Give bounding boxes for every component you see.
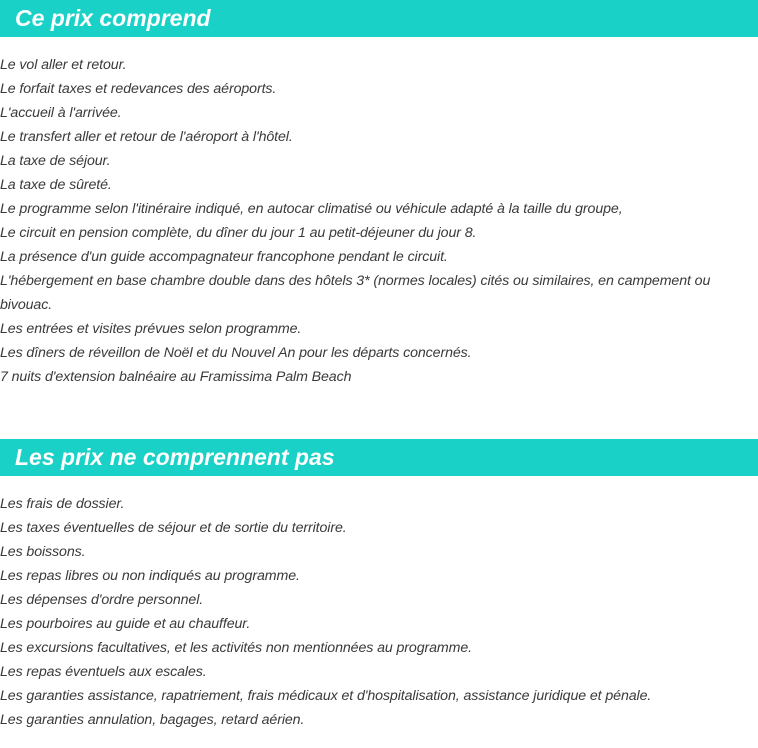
section-title: Les prix ne comprennent pas (15, 444, 335, 470)
list-item: L'hébergement en base chambre double dans des hôtels 3* (normes locales) cités ou similaires, en campement ou bivouac. (0, 273, 711, 313)
section-title: Ce prix comprend (15, 5, 211, 31)
list-item: Les excursions facultatives, et les activités non mentionnées au programme. (0, 640, 472, 656)
list-item: Les garanties annulation, bagages, retard aérien. (0, 712, 305, 728)
list-item: Les boissons. (0, 544, 86, 560)
list-item: La taxe de séjour. (0, 153, 111, 169)
list-item: L'accueil à l'arrivée. (0, 105, 122, 121)
list-item: Le vol aller et retour. (0, 57, 127, 73)
list-item: Le circuit en pension complète, du dîner du jour 1 au petit-déjeuner du jour 8. (0, 225, 477, 241)
section-header-price-excludes (0, 439, 758, 476)
list-item: Les repas libres ou non indiqués au programme. (0, 568, 300, 584)
list-item: Le forfait taxes et redevances des aéroports. (0, 81, 277, 97)
section-header-price-includes (0, 0, 758, 37)
list-item: Les repas éventuels aux escales. (0, 664, 207, 680)
list-item: Les dépenses d'ordre personnel. (0, 592, 204, 608)
list-item: Les frais de dossier. (0, 496, 125, 512)
list-item: Les pourboires au guide et au chauffeur. (0, 616, 251, 632)
price-excludes-list (0, 492, 740, 732)
list-item: La taxe de sûreté. (0, 177, 112, 193)
list-item: Les dîners de réveillon de Noël et du Nouvel An pour les départs concernés. (0, 345, 472, 361)
list-item: Les entrées et visites prévues selon programme. (0, 321, 302, 337)
list-item: Les garanties assistance, rapatriement, frais médicaux et d'hospitalisation, assistance juridique et pénale. (0, 688, 652, 704)
price-includes-list (0, 53, 740, 389)
list-item: Le transfert aller et retour de l'aéroport à l'hôtel. (0, 129, 293, 145)
list-item: Le programme selon l'itinéraire indiqué, en autocar climatisé ou véhicule adapté à la taille du groupe, (0, 201, 623, 217)
list-item: La présence d'un guide accompagnateur francophone pendant le circuit. (0, 249, 448, 265)
list-item: Les taxes éventuelles de séjour et de sortie du territoire. (0, 520, 347, 536)
list-item: 7 nuits d'extension balnéaire au Framissima Palm Beach (0, 369, 352, 385)
